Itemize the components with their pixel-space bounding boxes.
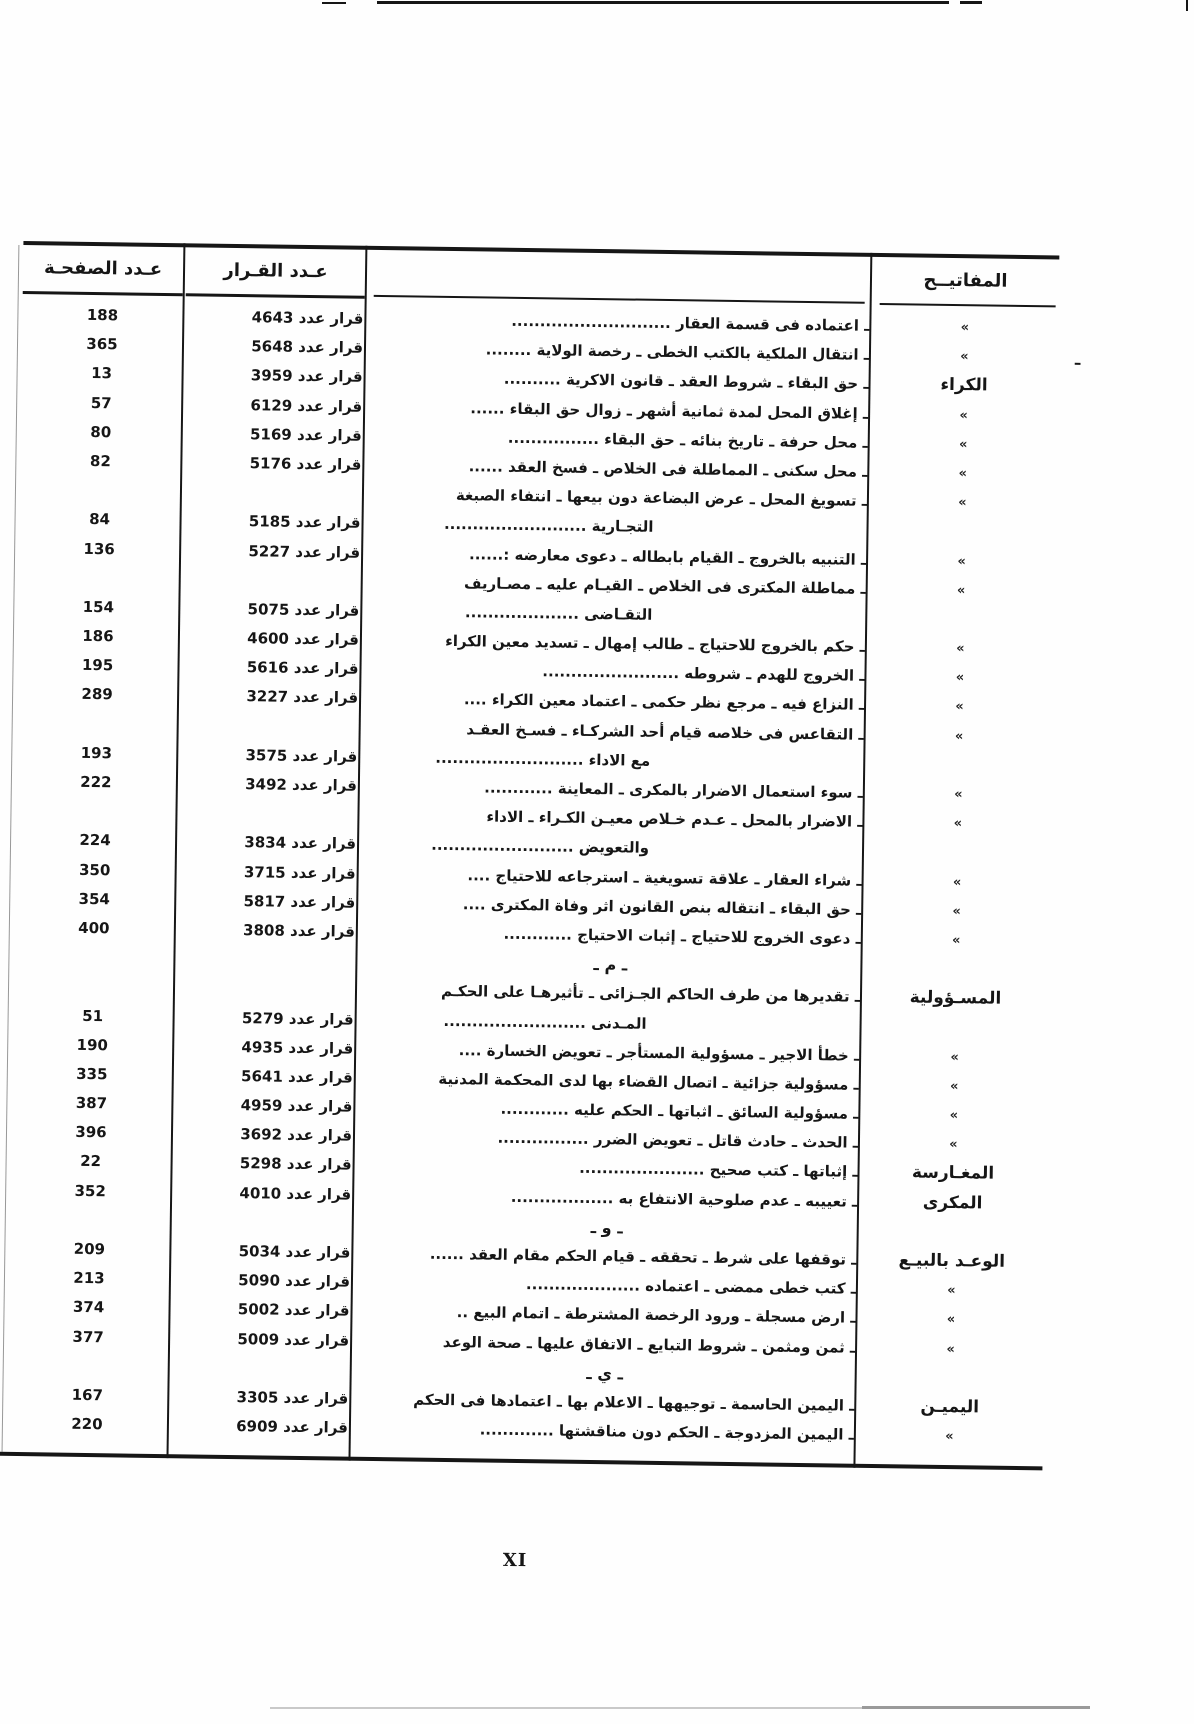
description-cell: ـ تسويغ المحل ـ عرض البضاعة دون بيعها ـ انتفاء الصبغة <box>455 486 868 510</box>
page-cell: 84 <box>89 510 111 529</box>
decision-cell: قرار عدد 5009 <box>237 1329 350 1350</box>
decision-cell <box>175 798 360 830</box>
decision-cell <box>173 944 358 976</box>
description-cell: ـ ارض مسجلة ـ ورود الرخصة المشترطة ـ اتمام البيع .. <box>456 1303 856 1328</box>
key-cell: » <box>959 407 968 423</box>
decision-cell: قرار عدد 6909 <box>236 1417 349 1437</box>
key-cell: الوعـد بالبيـع <box>898 1250 1006 1272</box>
key-cell <box>867 604 1054 636</box>
decision-cell: قرار عدد 3959 <box>250 366 363 387</box>
key-cell: » <box>958 436 968 452</box>
page-cell <box>19 563 179 594</box>
margin-dash-mark: ـ <box>1074 349 1081 369</box>
key-cell: » <box>946 1312 956 1328</box>
decision-cell: قرار عدد 4959 <box>240 1096 353 1116</box>
description-cell: ـ اليمين الحاسمة ـ توجيهها ـ الاعلام بها ـ اعتمادها فى الحكم <box>413 1390 855 1415</box>
page-cell <box>15 796 175 827</box>
description-cell: ـ محل حرفة ـ تاريخ بنائه ـ حق البقاء ................ <box>507 428 868 452</box>
decision-cell <box>177 711 362 743</box>
key-cell: » <box>955 670 965 686</box>
description-cell: التقـاضى .................... <box>464 603 653 624</box>
decision-cell: قرار عدد 5185 <box>248 512 361 533</box>
page-cell: 136 <box>83 539 115 558</box>
key-cell: » <box>960 320 970 336</box>
key-cell: » <box>946 1341 955 1357</box>
description-cell: ـ توقفها على شرط ـ تحققه ـ قيام الحكم مقام العقد ...... <box>429 1244 857 1269</box>
description-cell: ـ مماطلة المكترى فى الخلاص ـ القيـام عليه ـ مصـاريف <box>463 573 866 598</box>
key-cell: الكراء <box>940 375 988 396</box>
description-cell: ـ اعتماده فى قسمة العقار ............................ <box>511 311 870 335</box>
description-cell: ـ دعوى الخروج للاحتياج ـ إثبات الاحتياج ............ <box>503 924 861 948</box>
decision-cell: قرار عدد 4643 <box>251 308 364 328</box>
page-cell: 209 <box>73 1239 106 1259</box>
page-cell: 80 <box>90 422 112 442</box>
header-underline-decision-col <box>186 293 365 298</box>
page-cell: 57 <box>90 393 112 412</box>
key-cell <box>856 1363 1043 1395</box>
key-cell: » <box>949 1108 959 1124</box>
page-cell: 195 <box>81 656 114 675</box>
decision-cell: قرار عدد 5616 <box>246 658 359 678</box>
keys-column-header: المفاتيــح <box>923 269 1008 292</box>
description-cell: مع الاداء .......................... <box>435 748 651 770</box>
page-cell: 213 <box>73 1268 105 1288</box>
key-cell <box>868 516 1055 548</box>
key-cell: » <box>952 874 962 890</box>
decision-cell: قرار عدد 3227 <box>246 687 359 708</box>
key-cell <box>859 1217 1046 1249</box>
decision-cell: قرار عدد 5648 <box>251 337 364 357</box>
description-cell: ـ سوء استعمال الاضرار بالمكرى ـ المعاينة ............ <box>484 778 863 802</box>
decision-cell: قرار عدد 3492 <box>245 775 358 795</box>
table-bottom-border <box>0 1452 1042 1471</box>
page-cell: 377 <box>72 1327 104 1346</box>
key-cell: اليميـن <box>920 1396 980 1418</box>
key-cell: » <box>949 1078 959 1095</box>
decision-cell: قرار عدد 3692 <box>240 1125 353 1145</box>
page-column-header: عـدد الصفحـة <box>43 256 163 280</box>
page-cell: 335 <box>76 1064 108 1084</box>
key-cell: » <box>945 1429 954 1445</box>
page-cell: 352 <box>74 1181 106 1200</box>
key-cell: » <box>951 932 961 949</box>
description-cell: ـ ثمن ومثمن ـ شروط التبايع ـ الاتفاق عليها ـ صحة الوعد <box>442 1332 856 1357</box>
decision-cell: قرار عدد 5176 <box>249 454 362 474</box>
decision-cell: قرار عدد 4935 <box>241 1037 354 1058</box>
key-cell <box>864 837 1051 869</box>
decision-cell: قرار عدد 6129 <box>250 395 363 416</box>
key-cell: » <box>954 728 964 744</box>
page-cell: 400 <box>78 918 110 938</box>
description-column-header <box>368 272 872 279</box>
key-cell: » <box>956 582 966 598</box>
page-cell: 350 <box>78 860 111 879</box>
key-cell: » <box>950 1049 959 1065</box>
decision-cell: قرار عدد 5034 <box>238 1242 351 1262</box>
page-cell: 222 <box>80 772 112 792</box>
description-cell: ـ اليمين المزدوجة ـ الحكم دون مناقشتها ............. <box>479 1420 854 1444</box>
decision-cell <box>180 477 365 509</box>
decision-cell: قرار عدد 5279 <box>241 1008 354 1029</box>
page-cell: 354 <box>78 889 111 909</box>
decision-cell: قرار عدد 3808 <box>242 921 355 941</box>
decision-cell: قرار عدد 4600 <box>247 629 360 649</box>
description-cell: ـ الاضرار بالمحل ـ عـدم خـلاص معيـن الكـراء ـ الاداء <box>486 807 863 831</box>
decision-cell: قرار عدد 5817 <box>243 891 356 912</box>
page-cell: 374 <box>72 1298 105 1317</box>
page-cell <box>13 971 173 1002</box>
description-cell: ـ مسؤولية السائق ـ اثباتها ـ الحكم عليه ............ <box>500 1099 859 1123</box>
page-cell: 396 <box>75 1123 107 1142</box>
key-cell: » <box>952 903 961 919</box>
page-cell: 188 <box>86 305 119 325</box>
page-cell <box>13 942 173 973</box>
page-cell: 154 <box>82 597 115 617</box>
description-cell: ـ شراء العقار ـ علاقة تسويغية ـ استرجاعه للاحتياج .... <box>467 865 862 890</box>
decision-column-header: عـدد القـرار <box>223 259 328 282</box>
scan-artifact-top-line-2 <box>960 1 982 4</box>
page-cell: 22 <box>80 1152 102 1171</box>
decision-cell <box>168 1353 353 1385</box>
description-cell: ـ الخروج للهدم ـ شروطه ........................ <box>542 662 865 686</box>
decision-cell: قرار عدد 5075 <box>247 600 360 620</box>
page-cell <box>20 475 180 506</box>
section-separator-label: ـ ي ـ <box>586 1363 624 1384</box>
page-cell: 365 <box>86 335 118 354</box>
key-cell: المكرى <box>922 1192 983 1214</box>
key-cell: المسـؤولية <box>909 987 1002 1010</box>
page-number-roman: XI <box>502 1549 528 1572</box>
key-cell: » <box>960 349 969 365</box>
decision-cell <box>179 565 364 597</box>
page-cell: 186 <box>82 626 114 646</box>
key-cell: » <box>947 1283 956 1299</box>
decision-cell: قرار عدد 3575 <box>245 745 358 766</box>
toc-rows <box>7 300 1059 1453</box>
description-cell: ـ مسؤولية جزائية ـ اتصال القضاء بها لدى المحكمة المدنية <box>438 1069 859 1094</box>
page-cell: 13 <box>91 364 113 383</box>
decision-cell <box>170 1207 355 1239</box>
description-cell: ـ التقاعس فى خلاصه قيام أحد الشركـاء ـ فسـخ العقـد <box>466 719 864 744</box>
description-cell: ـ تعييبه ـ عدم صلوحية الانتفاع به .................. <box>510 1187 858 1211</box>
key-cell: » <box>957 553 966 569</box>
decision-cell: قرار عدد 5227 <box>248 541 361 562</box>
description-cell: المـدنى ......................... <box>443 1011 647 1033</box>
decision-cell: قرار عدد 3305 <box>236 1388 349 1408</box>
decision-cell: قرار عدد 5641 <box>240 1067 353 1087</box>
key-cell: » <box>958 495 967 511</box>
page-cell: 224 <box>79 831 111 850</box>
page-cell: 190 <box>76 1035 109 1054</box>
description-cell: ـ إثباتها ـ كتب صحيح ...................... <box>579 1159 858 1182</box>
page-cell <box>8 1351 168 1382</box>
key-cell: » <box>955 699 964 715</box>
page-cell: 51 <box>82 1006 104 1025</box>
description-cell: ـ إغلاق المحل لمدة ثمانية أشهر ـ زوال حق البقاء ...... <box>470 398 869 423</box>
page-cell: 289 <box>81 685 113 704</box>
key-cell: » <box>958 466 968 482</box>
page-cell: 387 <box>75 1093 108 1113</box>
description-cell: ـ تقديرها من طرف الحاكم الجـزائى ـ تأثيرهـا على الحكـم <box>440 982 861 1007</box>
description-cell: ـ انتقال الملكية بالكتب الخطى ـ رخصة الولاية ........ <box>485 340 870 365</box>
description-cell: ـ حق البقاء ـ شروط العقد ـ قانون الاكرية .......... <box>503 370 869 394</box>
decision-cell: قرار عدد 5002 <box>237 1300 350 1321</box>
key-cell: المغـارسة <box>911 1162 995 1185</box>
key-cell: » <box>954 787 963 803</box>
header-underline-keys-col <box>880 303 1056 307</box>
description-cell: ـ حكم بالخروج للاحتياج ـ طالب إمهال ـ تسديد معين الكراء <box>445 631 865 656</box>
decision-cell: قرار عدد 3715 <box>243 862 356 883</box>
description-cell: والتعويض ......................... <box>431 836 650 858</box>
decision-cell: قرار عدد 4010 <box>239 1183 352 1204</box>
decision-cell: قرار عدد 5090 <box>238 1271 351 1291</box>
description-cell: ـ التنبيه بالخروج ـ القيام بابطاله ـ دعوى معارضه :...... <box>468 544 867 569</box>
decision-cell: قرار عدد 5298 <box>239 1154 352 1175</box>
description-cell: ـ الحدث ـ حادث قاتل ـ تعويض الضرر ................ <box>497 1128 859 1152</box>
page-cell <box>17 709 177 740</box>
description-cell: ـ حق البقاء ـ انتقاله بنص القانون اثر وفاة المكترى .... <box>462 894 862 919</box>
key-cell <box>865 750 1052 782</box>
page-cell <box>10 1205 170 1236</box>
description-cell: ـ خطأ الاجير ـ مسؤولية المستأجر ـ تعويض الخسارة .... <box>458 1040 860 1065</box>
key-cell: » <box>953 816 963 832</box>
decision-cell <box>173 973 358 1005</box>
key-cell <box>861 1012 1048 1044</box>
section-separator-label: ـ م ـ <box>593 955 628 975</box>
header-underline-page-col <box>23 291 183 296</box>
key-cell: » <box>956 641 965 657</box>
decision-cell: قرار عدد 3834 <box>244 833 357 854</box>
section-separator-label: ـ و ـ <box>590 1217 623 1238</box>
description-cell: التجـارية ......................... <box>443 515 654 537</box>
page-cell: 193 <box>80 743 113 763</box>
key-cell <box>862 954 1049 986</box>
page-cell: 167 <box>71 1385 104 1405</box>
description-cell: ـ النزاع فيه ـ مرجع نظر حكمى ـ اعتماد معين الكراء .... <box>463 690 865 715</box>
description-cell: ـ كتب خطى ممضى ـ اعتماده .................... <box>525 1275 857 1298</box>
description-cell: ـ محل سكنى ـ المماطلة فى الخلاص ـ فسخ العقد ...... <box>468 457 868 481</box>
decision-cell: قرار عدد 5169 <box>249 424 362 445</box>
page-cell: 220 <box>71 1414 103 1434</box>
key-cell: » <box>949 1137 958 1153</box>
page-cell: 82 <box>89 451 111 471</box>
